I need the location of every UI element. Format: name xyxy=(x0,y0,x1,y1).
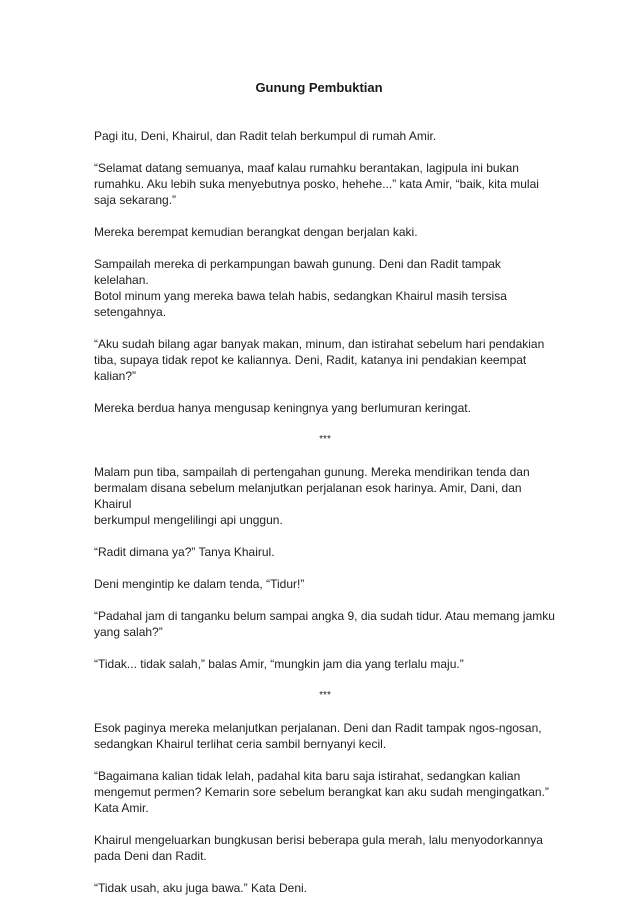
paragraph: “Aku sudah bilang agar banyak makan, minum, dan istirahat sebelum hari pendakian tiba, supaya tidak repot ke kaliannya. Deni, Radit, katanya ini pendakian keempat kalian?” xyxy=(94,337,545,383)
document-title: Gunung Pembuktian xyxy=(255,80,383,95)
paragraph: “Selamat datang semuanya, maaf kalau rumahku berantakan, lagipula ini bukan rumahku. Aku lebih suka menyebutnya posko, hehehe...” kata Amir, “baik, kita mulai saja sekarang.” xyxy=(94,161,539,207)
paragraph: “Padahal jam di tanganku belum sampai angka 9, dia sudah tidur. Atau memang jamku yang salah?” xyxy=(94,609,555,639)
paragraph: Khairul mengeluarkan bungkusan berisi beberapa gula merah, lalu menyodorkannya pada Deni dan Radit. xyxy=(94,833,543,863)
document-body xyxy=(94,128,556,912)
paragraph: “Radit dimana ya?” Tanya Khairul. xyxy=(94,545,275,559)
paragraph: “Tidak usah, aku juga bawa.” Kata Deni. xyxy=(94,881,308,895)
paragraph: “Bagaimana kalian tidak lelah, padahal kita baru saja istirahat, sedangkan kalian mengemut permen? Kemarin sore sebelum berangkat kan aku sudah mengingatkan.” Kata Amir. xyxy=(94,769,549,815)
paragraph: Mereka berempat kemudian berangkat dengan berjalan kaki. xyxy=(94,225,418,239)
section-separator: *** xyxy=(319,434,331,445)
paragraph: Esok paginya mereka melanjutkan perjalanan. Deni dan Radit tampak ngos-ngosan, sedangkan Khairul terlihat ceria sambil bernyanyi kecil. xyxy=(94,721,542,751)
paragraph: Malam pun tiba, sampailah di pertengahan gunung. Mereka mendirikan tenda dan bermalam disana sebelum melanjutkan perjalanan esok harinya. Amir, Dani, dan Khairul berkumpul mengelilingi api unggun. xyxy=(94,465,530,527)
section-separator: *** xyxy=(319,690,331,701)
paragraph: Sampailah mereka di perkampungan bawah gunung. Deni dan Radit tampak kelelahan. Botol minum yang mereka bawa telah habis, sedangkan Khairul masih tersisa setengahnya. xyxy=(94,257,507,319)
paragraph: “Tidak... tidak salah,” balas Amir, “mungkin jam dia yang terlalu maju.” xyxy=(94,657,464,671)
paragraph: Deni mengintip ke dalam tenda, “Tidur!” xyxy=(94,577,305,591)
paragraph: Pagi itu, Deni, Khairul, dan Radit telah berkumpul di rumah Amir. xyxy=(94,129,437,143)
paragraph: Mereka berdua hanya mengusap keningnya yang berlumuran keringat. xyxy=(94,401,471,415)
